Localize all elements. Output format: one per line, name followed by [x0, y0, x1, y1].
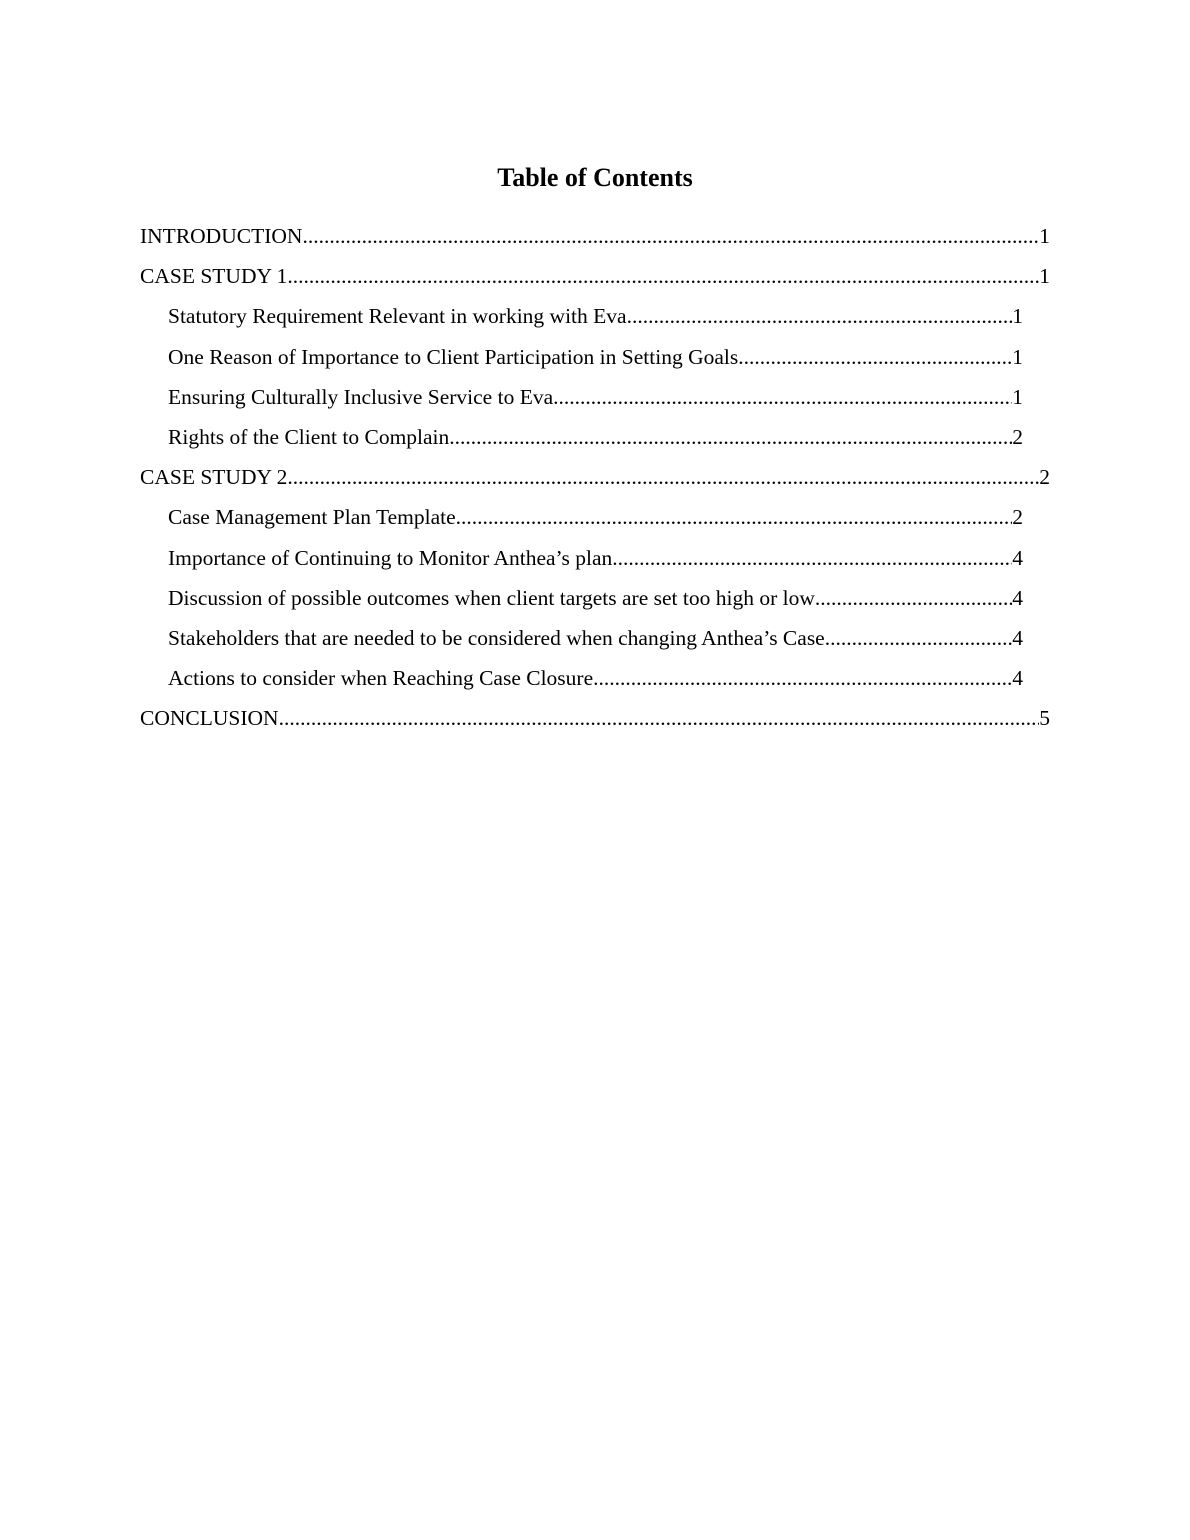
table-of-contents	[140, 220, 1050, 742]
toc-page-number: 1	[1012, 384, 1023, 409]
toc-entry-label: Importance of Continuing to Monitor Anthea’s plan	[168, 545, 613, 570]
toc-entry-label: Case Management Plan Template	[168, 505, 456, 530]
toc-page-number: 4	[1012, 666, 1023, 691]
toc-page-number: 4	[1012, 545, 1023, 570]
toc-entry-label: One Reason of Importance to Client Participation in Setting Goals	[168, 344, 739, 369]
toc-entry-monitor-plan[interactable]	[140, 542, 1050, 582]
dot-leader	[612, 542, 1012, 574]
toc-page-number: 4	[1012, 625, 1023, 650]
dot-leader	[815, 582, 1012, 614]
toc-title: Table of Contents	[497, 163, 693, 192]
dot-leader	[302, 220, 1039, 252]
dot-leader	[593, 662, 1012, 694]
toc-entry-case-closure[interactable]	[140, 662, 1050, 702]
toc-entry-label: Stakeholders that are needed to be considered when changing Anthea’s Case	[168, 625, 825, 650]
toc-entry-label: Actions to consider when Reaching Case Closure	[168, 666, 594, 691]
toc-entry-possible-outcomes[interactable]	[140, 582, 1050, 622]
toc-entry-culturally-inclusive-service[interactable]	[140, 381, 1050, 421]
dot-leader	[449, 421, 1012, 453]
toc-entry-label: Statutory Requirement Relevant in working with Eva	[168, 304, 627, 329]
dot-leader	[825, 622, 1013, 654]
toc-entry-case-management-plan[interactable]	[140, 501, 1050, 541]
toc-page-number: 5	[1039, 706, 1050, 731]
toc-page-number: 1	[1039, 224, 1050, 248]
dot-leader	[627, 300, 1013, 332]
toc-page-number: 4	[1012, 585, 1023, 610]
toc-page-number: 1	[1039, 264, 1050, 289]
toc-entry-label: INTRODUCTION	[140, 224, 303, 248]
dot-leader	[279, 702, 1040, 734]
dot-leader	[287, 260, 1039, 292]
toc-entry-conclusion[interactable]	[140, 702, 1050, 742]
toc-page-number: 2	[1039, 465, 1050, 490]
dot-leader	[456, 501, 1013, 533]
toc-page-number: 2	[1012, 424, 1023, 449]
toc-entry-label: Rights of the Client to Complain	[168, 424, 450, 449]
dot-leader	[738, 341, 1012, 373]
dot-leader	[287, 461, 1039, 493]
dot-leader	[553, 381, 1012, 413]
toc-entry-label: CONCLUSION	[140, 706, 279, 731]
toc-page-number: 1	[1012, 304, 1023, 329]
toc-entry-label: Discussion of possible outcomes when client targets are set too high or low	[168, 585, 815, 610]
toc-entry-label: CASE STUDY 1	[140, 264, 288, 289]
toc-page-number: 1	[1012, 344, 1023, 369]
toc-entry-label: CASE STUDY 2	[140, 465, 288, 490]
toc-entry-rights-to-complain[interactable]	[140, 421, 1050, 461]
toc-entry-client-participation[interactable]	[140, 341, 1050, 381]
toc-entry-case-study-2[interactable]	[140, 461, 1050, 501]
toc-entry-introduction[interactable]	[140, 220, 1050, 260]
toc-entry-stakeholders[interactable]	[140, 622, 1050, 662]
toc-entry-label: Ensuring Culturally Inclusive Service to Eva	[168, 384, 554, 409]
toc-entry-case-study-1[interactable]	[140, 260, 1050, 300]
toc-entry-statutory-requirement[interactable]	[140, 300, 1050, 340]
toc-page-number: 2	[1012, 505, 1023, 530]
